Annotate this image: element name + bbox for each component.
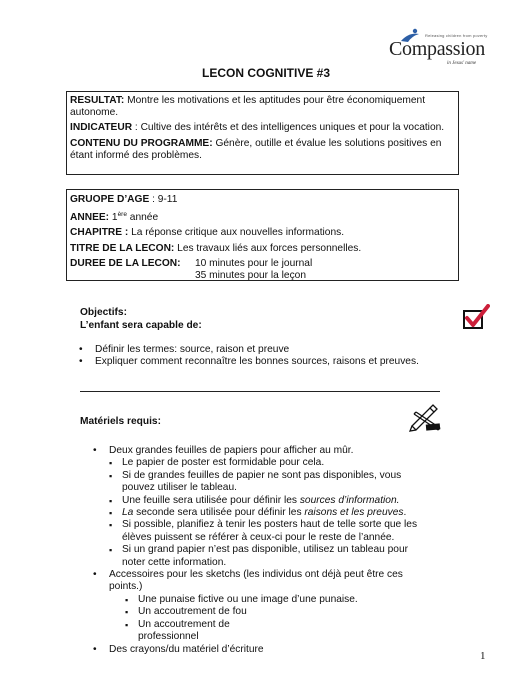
- lesson-info-box: [66, 189, 459, 281]
- s4-text: seconde sera utilisée pour définir les: [133, 507, 305, 519]
- materials-heading: Matériels requis:: [80, 416, 161, 427]
- list-item: • Accessoires pour les sketchs (les individus ont déjà peut être ces: [93, 569, 433, 581]
- duree-lecon: 35 minutes pour la leçon: [195, 270, 306, 282]
- indicateur-text: : Cultive des intérêts et des intelligences uniques et pour la vocation.: [132, 122, 445, 134]
- contenu-line: [70, 138, 455, 162]
- list-item: • Définir les termes: source, raison et preuve: [79, 344, 459, 356]
- resultat-line: [70, 95, 455, 119]
- list-item: ▪ Une punaise fictive ou une image d’une punaise.: [93, 594, 433, 606]
- chapitre-label: CHAPITRE :: [70, 227, 129, 239]
- s3-italic: sources d’information.: [299, 494, 400, 506]
- titre-label: TITRE DE LA LECON:: [70, 242, 175, 254]
- list-item: ▪ Le papier de poster est formidable pour cela.: [93, 457, 433, 469]
- s4-italic-1: La: [122, 507, 134, 519]
- compassion-logo: [385, 28, 510, 70]
- list-item: [93, 507, 433, 519]
- list-item: • Expliquer comment reconnaître les bonnes sources, raisons et preuves.: [79, 356, 459, 368]
- list-item-continuation: noter cette information.: [122, 556, 227, 568]
- list-item: • Deux grandes feuilles de papiers pour afficher au mûr.: [93, 445, 433, 457]
- groupe-label: GRUOPE D’AGE: [70, 194, 150, 205]
- logo-subtitle: in Jesus' name: [447, 61, 477, 66]
- list-item: ▪ Si un grand papier n’est pas disponible, utilisez un tableau pour: [93, 544, 433, 556]
- logo-tagline: Releasing children from poverty: [425, 33, 488, 38]
- objectives-subtitle: L’enfant sera capable de:: [80, 319, 202, 331]
- titre-line: [70, 243, 455, 255]
- chapitre-text: La réponse critique aux nouvelles informations.: [128, 227, 345, 239]
- list-item: ▪ Un accoutrement de: [93, 619, 433, 631]
- annee-sup: ère: [117, 211, 127, 219]
- resultat-label: RESULTAT:: [70, 95, 125, 106]
- duree-journal: 10 minutes pour le journal: [195, 257, 313, 269]
- duree-label: DUREE DE LA LECON:: [70, 257, 181, 269]
- indicateur-line: [70, 122, 455, 134]
- indicateur-label: INDICATEUR: [70, 122, 133, 134]
- divider: [80, 391, 440, 392]
- duree-line: [70, 258, 455, 270]
- chapitre-line: [70, 227, 455, 239]
- list-item: ▪ Si possible, planifiez à tenir les posters haut de telle sorte que les: [93, 519, 433, 531]
- list-item: ▪ Un accoutrement de fou: [93, 606, 433, 618]
- list-item-continuation: pouvez utiliser le tableau.: [122, 482, 237, 494]
- checkbox-check-icon: [462, 304, 490, 330]
- page-title: LECON COGNITIVE #3: [201, 66, 331, 80]
- s3-text: Une feuille sera utilisée pour définir les: [122, 494, 300, 506]
- annee-label: ANNEE:: [70, 212, 110, 224]
- annee-num: 1: [109, 212, 118, 224]
- list-item-continuation: élèves puissent se référer à ceux-ci pour le reste de l’année.: [122, 531, 395, 543]
- titre-text: Les travaux liés aux forces personnelles.: [174, 242, 362, 254]
- contenu-text: Génère, outille et évalue les solutions positives en étant informé des problèmes.: [70, 137, 442, 161]
- objectives-heading: [80, 307, 202, 332]
- logo-wordmark: Compassion: [389, 38, 485, 60]
- list-item-continuation: [93, 631, 433, 643]
- objectives-list: [79, 344, 459, 369]
- contenu-label: CONTENU DU PROGRAMME:: [70, 137, 213, 149]
- list-item: ▪ Si de grandes feuilles de papier ne sont pas disponibles, vous: [93, 470, 433, 482]
- objectives-title: Objectifs:: [80, 307, 127, 318]
- s4-end: .: [403, 507, 407, 519]
- list-item: • Des crayons/du matériel d’écriture: [93, 644, 433, 656]
- pencil-ruler-icon: [408, 404, 444, 432]
- t3-text: professionnel: [138, 631, 199, 643]
- annee-line: [70, 209, 455, 224]
- list-item-continuation: points.): [109, 581, 143, 593]
- duree-line-2: [70, 270, 455, 282]
- groupe-text: : 9-11: [149, 194, 178, 205]
- list-item: [93, 495, 433, 507]
- annee-text: année: [126, 212, 159, 224]
- materials-list: [93, 445, 433, 656]
- groupe-line: [70, 194, 455, 206]
- resultat-text: Montre les motivations et les aptitudes pour être économiquement autonome.: [70, 95, 426, 119]
- s4-italic-2: raisons et les preuves: [304, 507, 404, 519]
- outcome-box: [66, 91, 459, 175]
- page-number: 1: [480, 650, 486, 662]
